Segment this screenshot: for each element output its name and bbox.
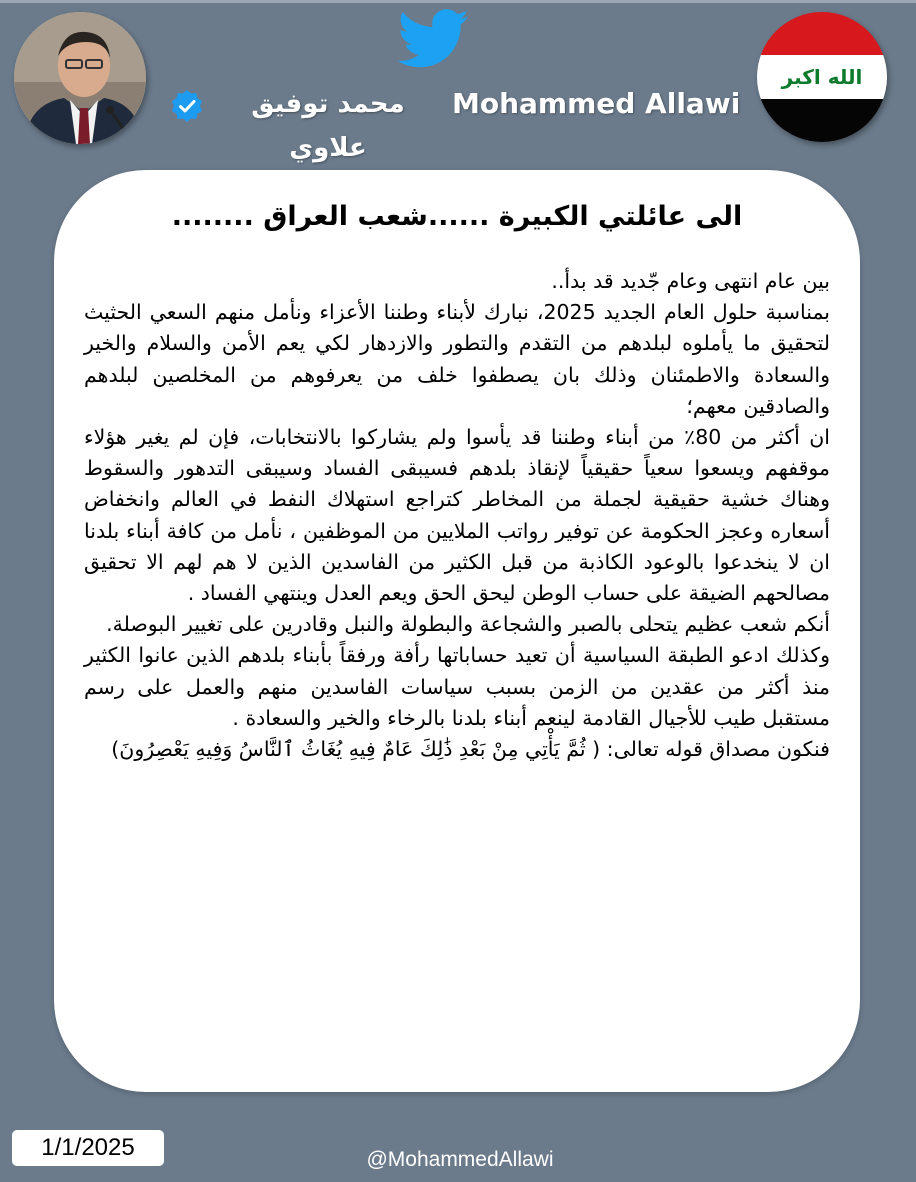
account-name-arabic: محمد توفيق علاوي [251, 89, 405, 163]
flag-white-band [757, 55, 887, 99]
post-card [54, 170, 860, 1092]
post-paragraph-2: بمناسبة حلول العام الجديد 2025، نبارك لأبناء وطننا الأعزاء ونأمل منهم السعي الحثيث لتحقيق ما يأملوه لبلدهم من التقدم والتطور والازدهار لكي يعم الأمن والسلام والخير والسعادة والاطمئنان وذلك بان يصطفوا خلف من يعرفوهم من المخلصين لبلدهم والصادقين معهم؛ [84, 300, 830, 418]
post-body [84, 266, 830, 765]
post-date: 1/1/2025 [12, 1130, 164, 1166]
post-paragraph-5: وكذلك ادعو الطبقة السياسية أن تعيد حساباتها رأفة ورفقاً بأبناء بلدهم الذين عانوا الكثير منذ أكثر من عقدين من الزمن بسبب سياسات الفاسدين منهم والعمل على رسم مستقبل طيب للأجيال القادمة لينعم أبناء بلدنا بالرخاء والخير والسعادة . [84, 643, 830, 730]
post-title: الى عائلتي الكبيرة ......شعب العراق ........ [171, 201, 743, 232]
top-border-strip [0, 0, 916, 3]
post-paragraph-1: بين عام انتهى وعام جّديد قد بدأ.. [551, 269, 830, 293]
post-paragraph-4: أنكم شعب عظيم يتحلى بالصبر والشجاعة والبطولة والنبل وقادرين على تغيير البوصلة. [106, 612, 830, 637]
profile-photo [14, 12, 146, 144]
verified-badge-icon [170, 89, 204, 123]
iraq-flag-icon [757, 12, 887, 142]
post-paragraph-3: ان أكثر من 80٪ من أبناء وطننا قد يأسوا ولم يشاركوا بالانتخابات، فإن لم يغير هؤلاء موقفهم ويسعوا سعياً حقيقياً لإنقاذ بلدهم فسيبقى الفساد وسيبقى التدهور والسقوط وهناك خشية حقيقية لجملة من المخاطر كتراجع استهلاك النفط في العالم وانخفاض أسعاره وعجز الحكومة عن توفير رواتب الملايين من الموظفين ، نأمل من كافة أبناء بلدنا ان لا ينخدعوا بالوعود الكاذبة من قبل الكثير من الفاسدين الذين لا هم لهم الا تحقيق مصالحهم الضيقة على حساب الوطن ليحق الحق ويعم العدل وينتهي الفساد . [84, 425, 830, 606]
flag-takbir-text: الله اكبر [781, 65, 863, 89]
post-paragraph-6: فنكون مصداق قوله تعالى: ( ثُمَّ يَأْتِي مِنْ بَعْدِ ذَٰلِكَ عَامٌ فِيهِ يُغَاثُ ٱلنَّاسُ وَفِيهِ يَعْصِرُونَ) [111, 737, 830, 762]
account-name-english: Mohammed Allawi [452, 87, 741, 120]
twitter-bird-icon [398, 8, 470, 70]
flag-red-band [757, 12, 887, 55]
avatar[interactable] [14, 12, 146, 144]
flag-black-band [757, 99, 887, 142]
account-handle[interactable]: @MohammedAllawi [366, 1148, 554, 1171]
